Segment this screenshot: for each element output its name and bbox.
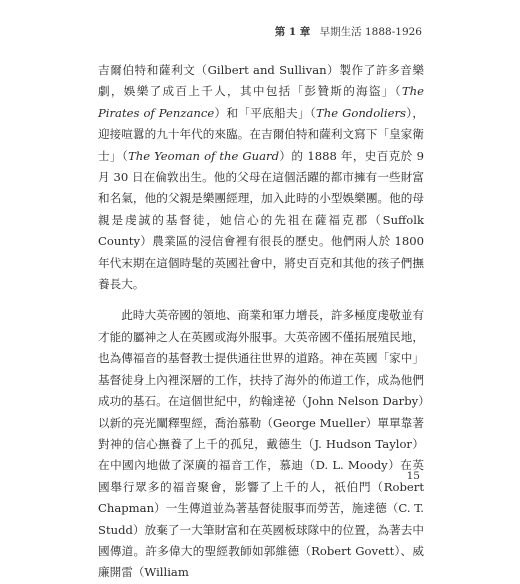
text-run: ）的 1888 年，史百克於 9 月 30 日在倫敦出生。他的父母在這個活躍的都市擁有一些財富和名氣，他的父親是樂團經理，加入此時的小型娛樂團。他的母親是虔誠的基督徒，她信心的先祖在薩福克郡（Suffolk County）農業區的浸信會裡有很長的歷史。他們兩人於 1800 年代末期在這個時髦的英國社會中，將史百克和其他的孩子們撫養長大。 [98,148,424,292]
chapter-label: 第 1 章 [274,26,311,38]
paragraph-2 [98,305,424,583]
running-header [275,24,422,39]
paragraph-1 [98,60,424,295]
body-text [98,60,424,584]
chapter-title: 早期生活 1888-1926 [319,26,422,38]
work-title: The Pirates of Penzance [98,84,424,120]
page-number: 15 [406,470,420,482]
work-title: The Gondoliers [316,105,406,120]
text-run: 吉爾伯特和薩利文（Gilbert and Sullivan）製作了許多音樂劇，娛樂了成百上千人，其中包括「彭贊斯的海盜」（ [98,63,424,99]
text-run: ）和「平底船夫」（ [214,105,316,120]
work-title: The Yeoman of the Guard [128,148,280,163]
text-run: 此時大英帝國的領地、商業和軍力增長，許多極度虔敬並有才能的屬神之人在英國或海外服事。大英帝國不僅拓展殖民地，也為傳福音的基督教士提供通往世界的道路。神在英國「家中」基督徒身上內裡深層的工作，扶持了海外的佈道工作，成為他們成功的基石。在這個世紀中，約翰達祕（John Nelson Darby）以新的亮光闡釋聖經，喬治慕勒（George Mueller）單單靠著對神的信心撫養了上千的孤兒，戴德生（J. Hudson Taylor）在中國內地做了深廣的福音工作，慕迪（D. L. Moody）在英國舉行眾多的福音聚會，影響了上千的人，祇伯門（Robert Chapman）一生傳道並為著基督徒服事而勞苦，施達德（C. T. Studd）放棄了一大筆財富和在英國板球隊中的位置，為著去中國傳道。許多偉大的聖經教師如郭維德（Robert Govett）、威廉開雷（William [98,308,424,580]
text-run: ），迎接喧囂的九十年代的來臨。在吉爾伯特和薩利文寫下「皇家衛士」（ [98,105,424,163]
